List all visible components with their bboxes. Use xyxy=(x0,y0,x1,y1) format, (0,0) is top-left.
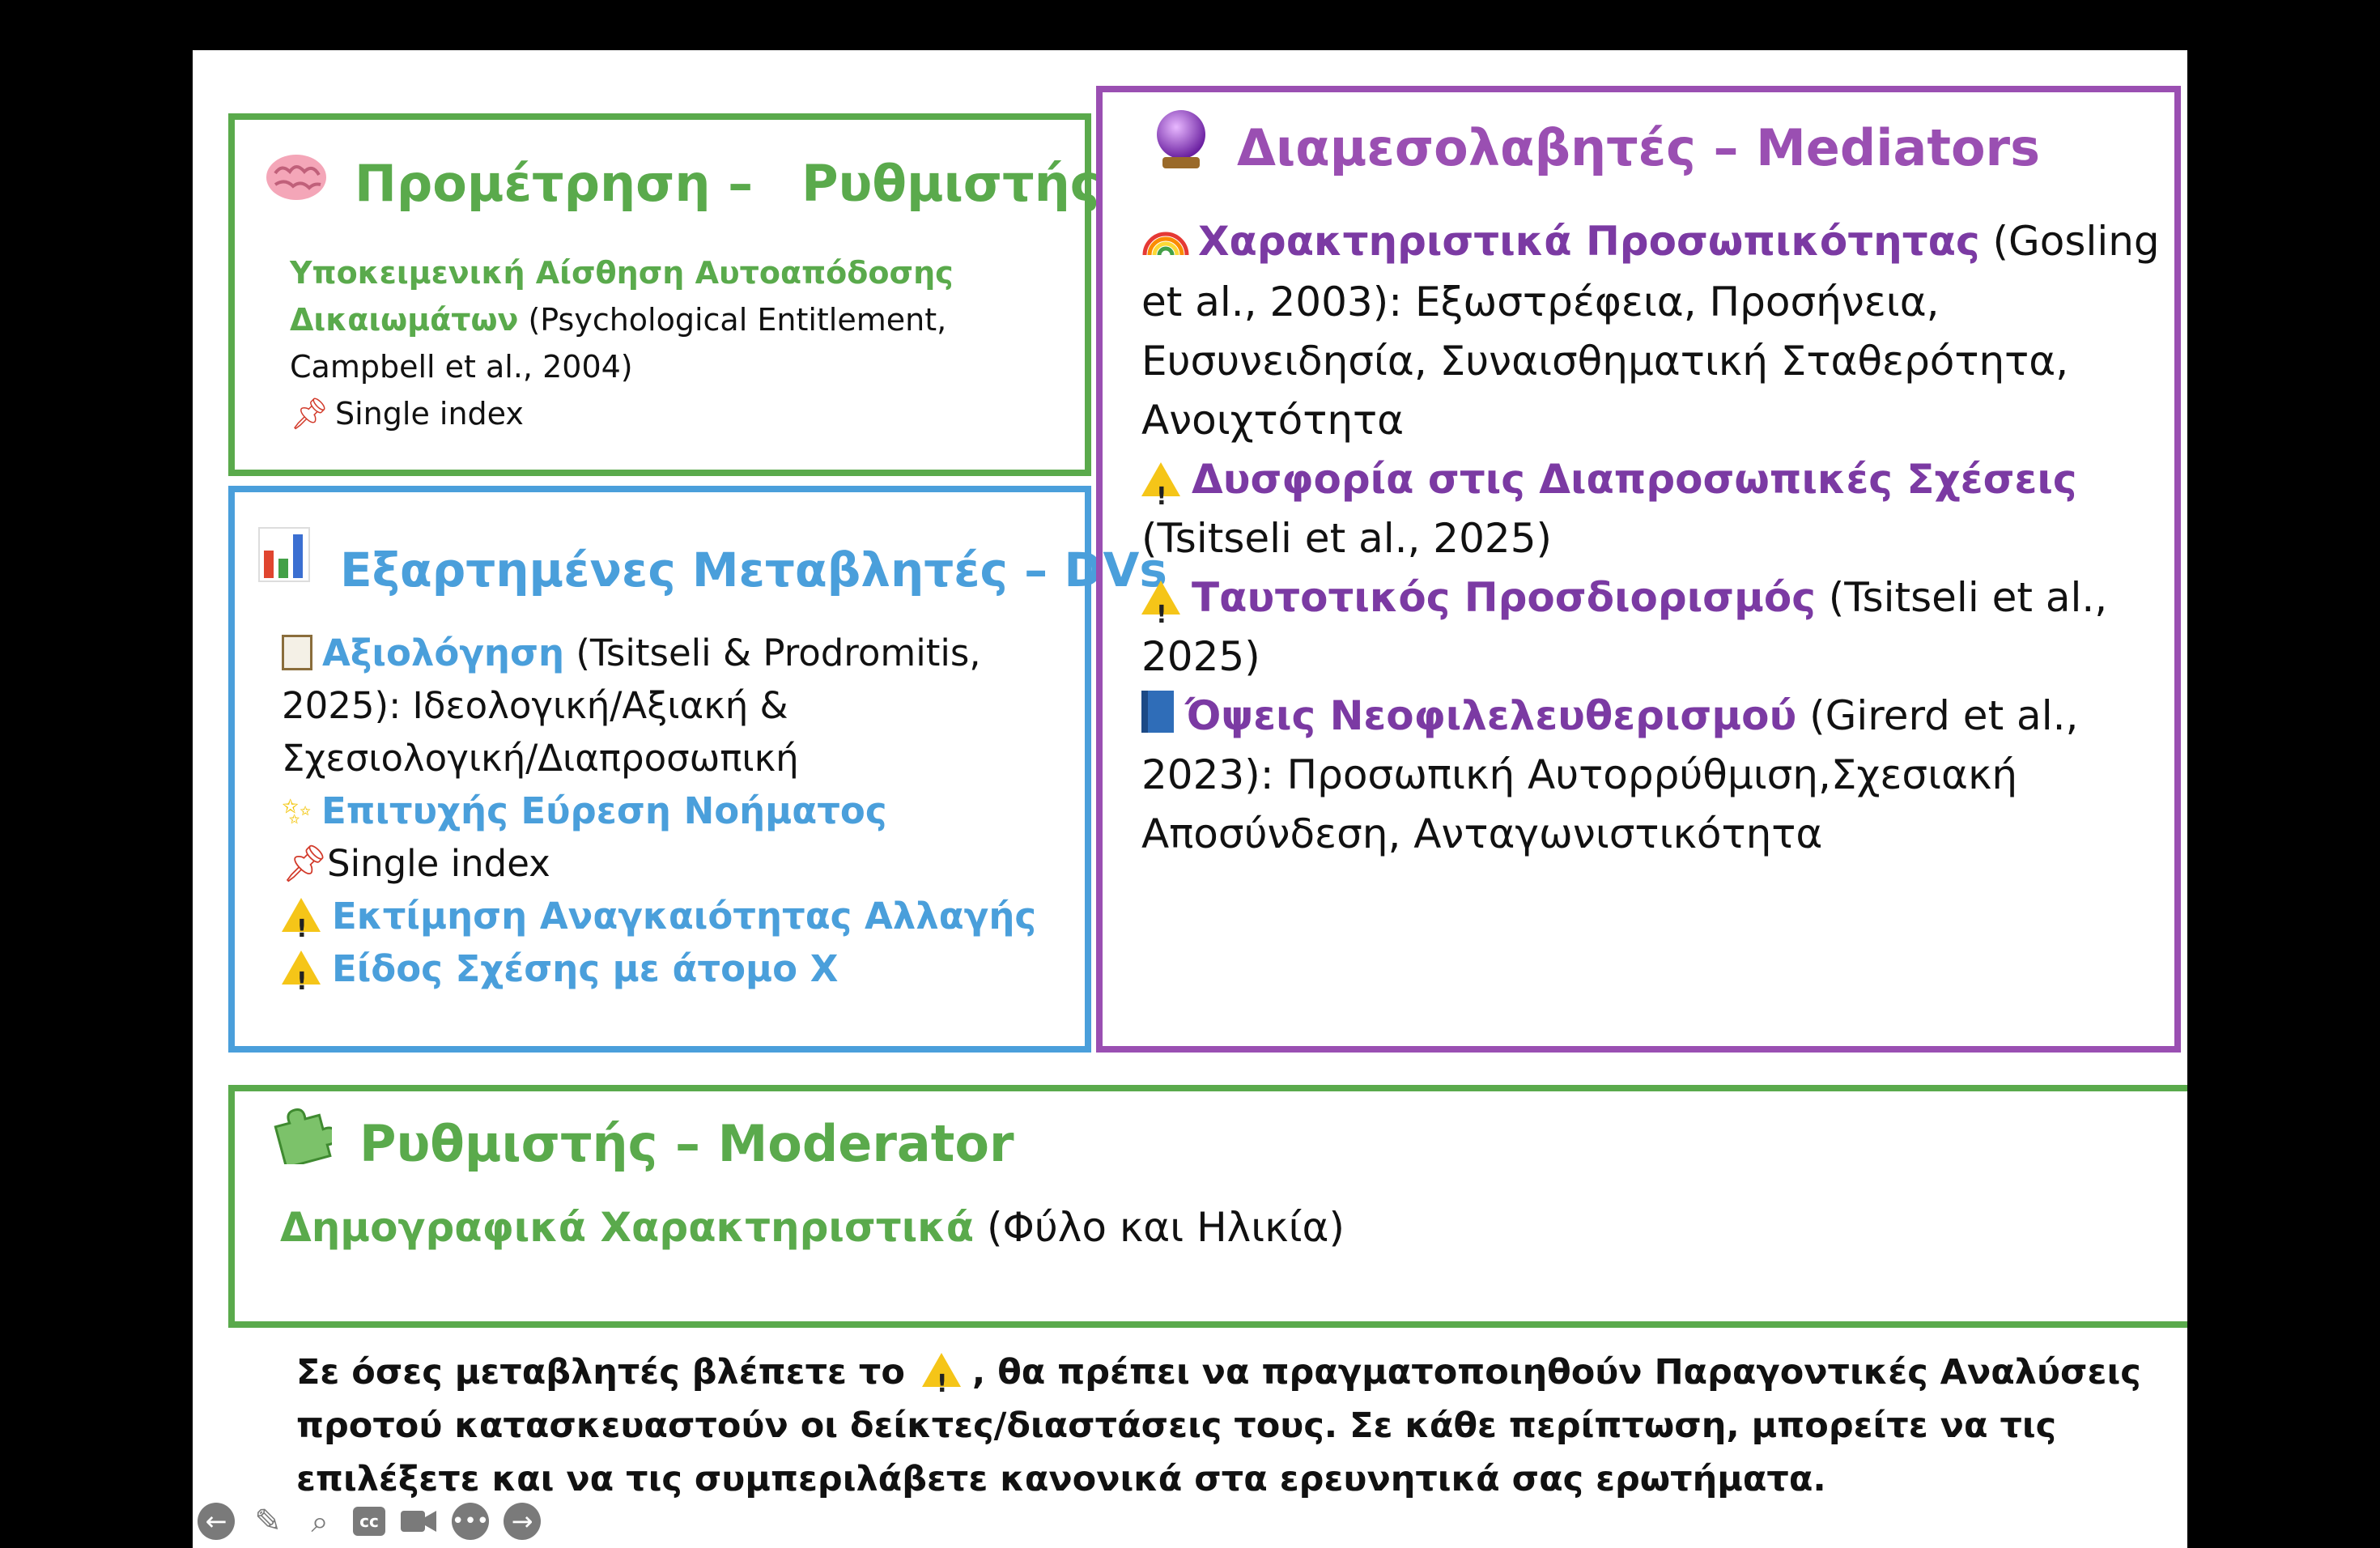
warning-icon xyxy=(282,898,321,932)
chart-icon xyxy=(257,526,311,586)
more-options-icon[interactable]: ••• xyxy=(452,1503,489,1540)
clipboard-icon xyxy=(282,635,312,670)
warning-icon xyxy=(922,1353,961,1387)
pen-icon[interactable]: ✎ xyxy=(254,1503,282,1540)
dvs-body: Αξιολόγηση (Tsitseli & Prodromitis, 2025): Ιδεολογική/Αξιακή & Σχεσιολογική/Διαπροσωπική ✨︎ Επιτυχής Εύρεση Νοήματος 📌︎Single index !Εκτίμηση Αναγκαιότητας Αλλαγής !Είδος Σχέσης με άτομο Χ xyxy=(282,627,1036,995)
mediators-body: Χαρακτηριστικά Προσωπικότητας (Gosling et al., 2003): Εξωστρέφεια, Προσήνεια, Ευσυνειδησία, Συναισθηματική Σταθερότητα, Ανοιχτότητα !Δυσφορία στις Διαπροσωπικές Σχέσεις (Tsitseli et al., 2025) !Ταυτοτικός Προσδιορισμός (Tsitseli et al., 2025) Όψεις Νεοφιλελευθερισμού (Girerd et al., 2023): Προσωπική Αυτορρύθμιση,Σχεσιακή Αποσύνδεση, Ανταγωνιστικότητα xyxy=(1141,212,2160,864)
mediators-title: Διαμεσολαβητές – Mediators xyxy=(1237,118,2041,177)
warning-icon xyxy=(282,950,321,985)
preload-body: Υποκειμενική Αίσθηση Αυτοαπόδοσης Δικαιωμάτων (Psychological Entitlement, Campbell et al., 2004) 📌︎ Single index xyxy=(290,249,954,437)
factor-analysis-note: Σε όσες μεταβλητές βλέπετε το ! , θα πρέπει να πραγματοποιηθούν Παραγοντικές Αναλύσεις προτού κατασκευαστούν οι δείκτες/διαστάσεις τους. Σε κάθε περίπτωση, μπορείτε να τις επιλέξετε και να τις συμπεριλάβετε κανονικά στα ερευνητικά σας ερωτήματα. xyxy=(296,1346,2126,1506)
brain-icon xyxy=(264,149,329,209)
moderator-body: Δημογραφικά Χαρακτηριστικά (Φύλο και Ηλικία) xyxy=(280,1204,1345,1251)
captions-icon[interactable]: cc xyxy=(353,1507,385,1536)
pushpin-icon: 📌︎ xyxy=(282,842,329,885)
slide xyxy=(193,50,2187,1548)
next-slide-icon[interactable]: → xyxy=(504,1503,541,1540)
warning-icon xyxy=(1141,580,1180,615)
moderator-title: Ρυθμιστής – Moderator xyxy=(359,1114,1014,1173)
dvs-title: Εξαρτημένες Μεταβλητές – DVs xyxy=(340,542,1167,598)
book-icon xyxy=(1141,691,1174,733)
zoom-icon[interactable]: ⌕ xyxy=(311,1503,329,1539)
crystal-ball-icon xyxy=(1153,108,1209,175)
rainbow-icon xyxy=(1141,214,1190,273)
entitlement-label: Υποκειμενική Αίσθηση Αυτοαπόδοσης xyxy=(290,255,954,291)
video-camera-icon[interactable] xyxy=(400,1503,437,1540)
sparkles-icon: ✨︎ xyxy=(282,789,312,832)
previous-slide-icon[interactable]: ← xyxy=(198,1503,235,1540)
pushpin-icon: 📌︎ xyxy=(290,396,329,432)
presentation-toolbar xyxy=(198,1501,541,1542)
warning-icon xyxy=(1141,462,1180,496)
preload-title: Προμέτρηση – Ρυθμιστής xyxy=(355,154,1100,213)
puzzle-icon xyxy=(270,1103,332,1167)
